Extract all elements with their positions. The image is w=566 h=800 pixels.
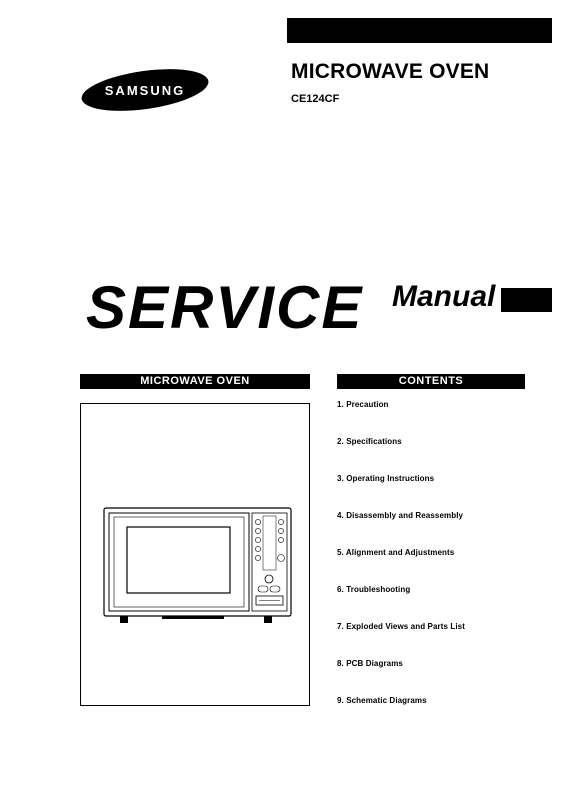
- service-title: SERVICE: [86, 274, 364, 341]
- contents-item: 7. Exploded Views and Parts List: [337, 622, 465, 631]
- contents-item: 3. Operating Instructions: [337, 474, 435, 483]
- contents-item: 9. Schematic Diagrams: [337, 696, 427, 705]
- microwave-oven-illustration: [100, 500, 296, 630]
- contents-heading: CONTENTS: [337, 374, 525, 389]
- manual-title: Manual: [392, 280, 496, 313]
- product-heading: MICROWAVE OVEN: [80, 374, 310, 389]
- logo-text: SAMSUNG: [104, 83, 186, 98]
- manual-black-bar: [501, 288, 552, 312]
- contents-item: 5. Alignment and Adjustments: [337, 548, 455, 557]
- contents-item: 4. Disassembly and Reassembly: [337, 511, 464, 520]
- contents-item: 8. PCB Diagrams: [337, 659, 403, 668]
- contents-item: 1. Precaution: [337, 400, 389, 409]
- model-number: CE124CF: [291, 93, 340, 105]
- top-black-bar: [287, 18, 552, 43]
- contents-item: 6. Troubleshooting: [337, 585, 411, 594]
- contents-item: 2. Specifications: [337, 437, 402, 446]
- samsung-logo: [80, 68, 210, 112]
- product-title: MICROWAVE OVEN: [291, 60, 490, 83]
